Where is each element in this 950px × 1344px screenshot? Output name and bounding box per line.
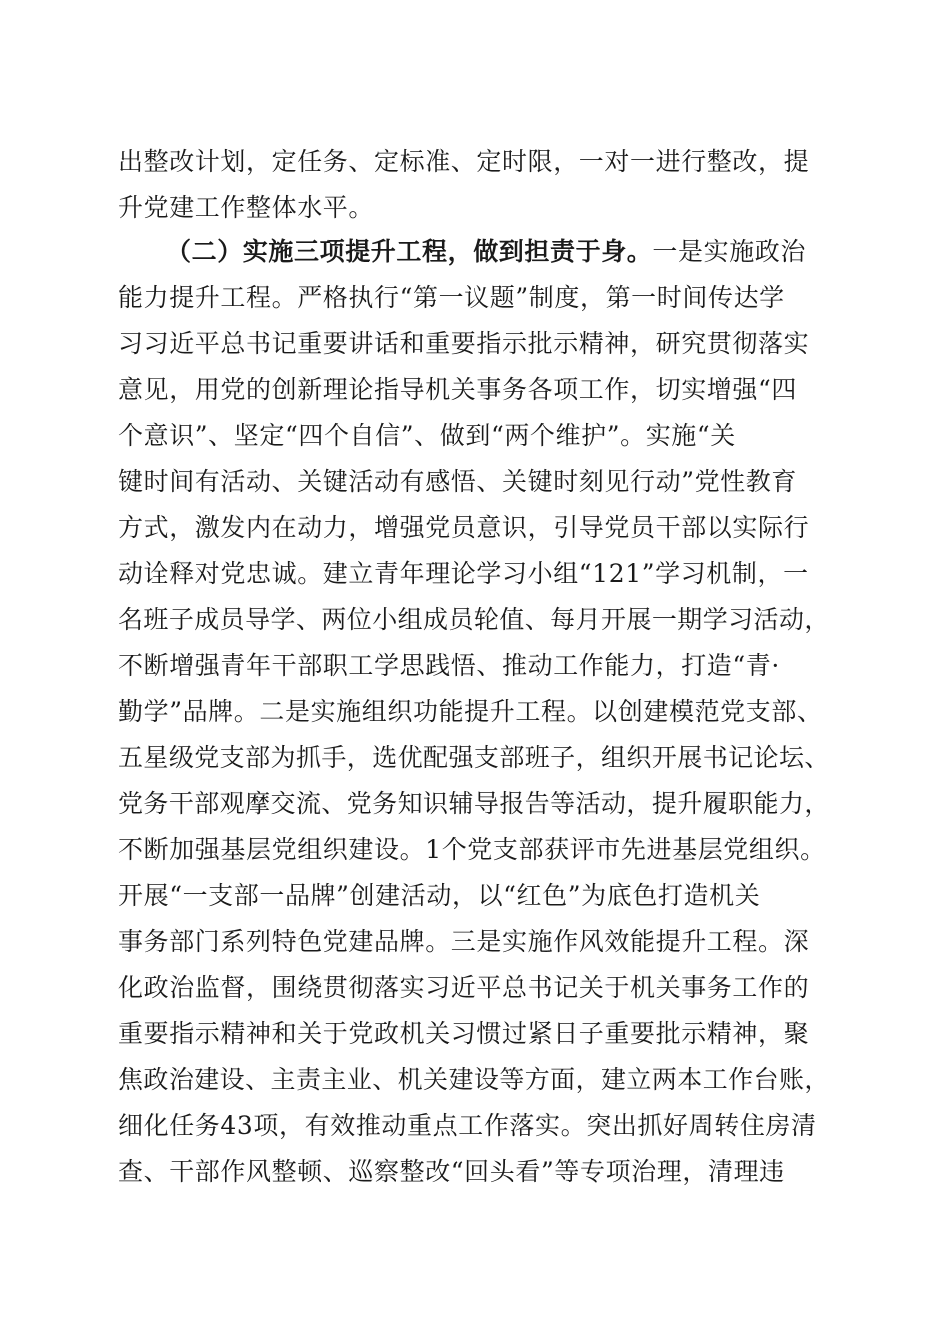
text-line: 事务部门系列特色党建品牌。三是实施作风效能提升工程。深: [118, 927, 810, 956]
text-line: 查、干部作风整顿、巡察整改“回头看”等专项治理，清理违: [118, 1157, 785, 1186]
text-line: 个意识”、坚定“四个自信”、做到“两个维护”。实施“关: [118, 421, 736, 450]
section-heading-line: [166, 237, 830, 267]
text-line: 意见，用党的创新理论指导机关事务各项工作，切实增强“四: [118, 375, 797, 404]
text-line: 升党建工作整体水平。: [118, 193, 375, 222]
text-line: 习习近平总书记重要讲话和重要指示批示精神，研究贯彻落实: [118, 329, 810, 358]
text-line: 党务干部观摩交流、党务知识辅导报告等活动，提升履职能力，: [118, 789, 830, 818]
text-line: 焦政治建设、主责主业、机关建设等方面，建立两本工作台账，: [118, 1065, 830, 1094]
text-line: 动诠释对党忠诚。建立青年理论学习小组“121”学习机制，一: [118, 559, 809, 588]
text-line: 开展“一支部一品牌”创建活动，以“红色”为底色打造机关: [118, 881, 761, 910]
section-heading: （二）实施三项提升工程，做到担责于身。: [166, 237, 653, 266]
text-line: 重要指示精神和关于党政机关习惯过紧日子重要批示精神，聚: [118, 1019, 810, 1048]
text-line: 键时间有活动、关键活动有感悟、关键时刻见行动”党性教育: [118, 467, 797, 496]
text-line: 五星级党支部为抓手，选优配强支部班子，组织开展书记论坛、: [118, 743, 830, 772]
text-line: 不断加强基层党组织建设。1个党支部获评市先进基层党组织。: [118, 835, 826, 864]
text-line: 化政治监督，围绕贯彻落实习近平总书记关于机关事务工作的: [118, 973, 810, 1002]
heading-continuation: 一是实施政治: [652, 237, 807, 266]
text-line: 能力提升工程。严格执行“第一议题”制度，第一时间传达学: [118, 283, 785, 312]
text-line: 勤学”品牌。二是实施组织功能提升工程。以创建模范党支部、: [118, 697, 823, 726]
text-line: 方式，激发内在动力，增强党员意识，引导党员干部以实际行: [118, 513, 810, 542]
text-line: 名班子成员导学、两位小组成员轮值、每月开展一期学习活动，: [118, 605, 830, 634]
text-line: 不断增强青年干部职工学思践悟、推动工作能力，打造“青·: [118, 651, 780, 680]
text-line: 细化任务43项，有效推动重点工作落实。突出抓好周转住房清: [118, 1111, 817, 1140]
text-line: 出整改计划，定任务、定标准、定时限，一对一进行整改，提: [118, 147, 810, 176]
